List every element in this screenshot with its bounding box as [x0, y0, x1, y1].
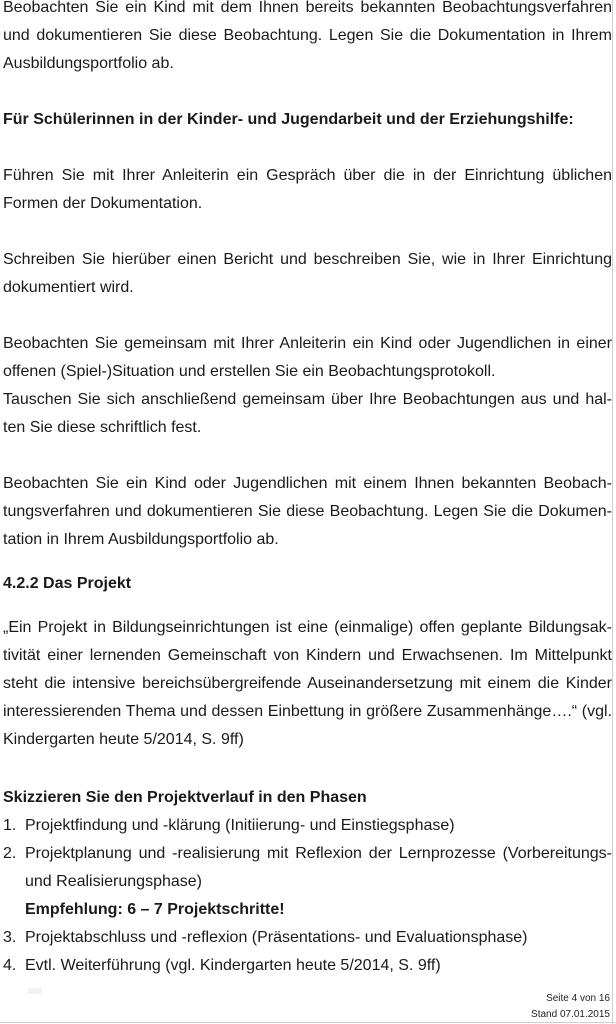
list-number: 4.	[3, 957, 17, 974]
list-item	[3, 924, 612, 952]
paragraph-beobachten-kind: Beobachten Sie ein Kind mit dem Ihnen bereits bekannten Beobachtungsverfahren und dokumentieren Sie diese Beobachtung. Legen Sie die Dokumentation in Ihrem Ausbildungsportfolio ab.	[3, 0, 612, 72]
faint-scan-mark	[28, 988, 42, 994]
list-number: 2.	[3, 845, 17, 862]
list-number: 1.	[3, 817, 17, 834]
recommendation-note: Empfehlung: 6 – 7 Projektschritte!	[25, 901, 285, 918]
paragraph-beobachtungsverfahren: Beobachten Sie ein Kind oder Jugendlichen mit einem Ihnen bekannten Beobach-tungsverfahren und dokumentieren Sie diese Beobachtung. Legen Sie die Dokumen-tation in Ihrem Ausbildungsportfolio ab.	[3, 475, 612, 548]
list-text: Projektabschluss und -reflexion (Präsentations- und Evaluationsphase)	[25, 929, 528, 946]
footer-page-number: Seite 4 von 16	[546, 993, 610, 1004]
list-item	[3, 952, 612, 980]
list-item	[3, 812, 612, 840]
list-item	[3, 840, 612, 896]
footer-date: Stand 07.01.2015	[531, 1009, 610, 1020]
section-heading-das-projekt: 4.2.2 Das Projekt	[3, 575, 132, 592]
list-text: Projektplanung und -realisierung mit Reflexion der Lernprozesse (Vorbereitungs- und Realisierungsphase)	[25, 845, 612, 890]
paragraph-beobachtungsprotokoll: Beobachten Sie gemeinsam mit Ihrer Anleiterin ein Kind oder Jugendlichen in einer offenen (Spiel-)Situation und erstellen Sie ein Beobachtungsprotokoll.	[3, 335, 612, 380]
list-text: Evtl. Weiterführung (vgl. Kindergarten heute 5/2014, S. 9ff)	[25, 957, 441, 974]
phases-list	[3, 812, 612, 980]
paragraph-bericht: Schreiben Sie hierüber einen Bericht und beschreiben Sie, wie in Ihrer Einrichtung dokumentiert wird.	[3, 251, 612, 296]
list-text: Projektfindung und -klärung (Initiierung- und Einstiegsphase)	[25, 817, 455, 834]
paragraph-austausch: Tauschen Sie sich anschließend gemeinsam über Ihre Beobachtungen aus und hal-ten Sie diese schriftlich fest.	[3, 391, 612, 436]
page-border-right	[612, 0, 613, 1024]
heading-schuelerinnen: Für Schülerinnen in der Kinder- und Jugendarbeit und der Erziehungshilfe:	[3, 111, 574, 128]
heading-projektverlauf: Skizzieren Sie den Projektverlauf in den Phasen	[3, 789, 367, 806]
paragraph-gespraech-anleiterin: Führen Sie mit Ihrer Anleiterin ein Gespräch über die in der Einrichtung üblichen Formen der Dokumentation.	[3, 167, 612, 212]
page-border-bottom	[0, 1022, 616, 1023]
list-number: 3.	[3, 929, 17, 946]
quote-projektdefinition: „Ein Projekt in Bildungseinrichtungen ist eine (einmalige) offen geplante Bildungsak-tivität einer lernenden Gemeinschaft von Kindern und Erwachsenen. Im Mittelpunkt steht die intensive bereichsübergreifende Auseinandersetzung mit einem die Kinder interessierenden Thema und dessen Einbettung in größere Zusammenhänge….“ (vgl. Kindergarten heute 5/2014, S. 9ff)	[3, 619, 612, 748]
